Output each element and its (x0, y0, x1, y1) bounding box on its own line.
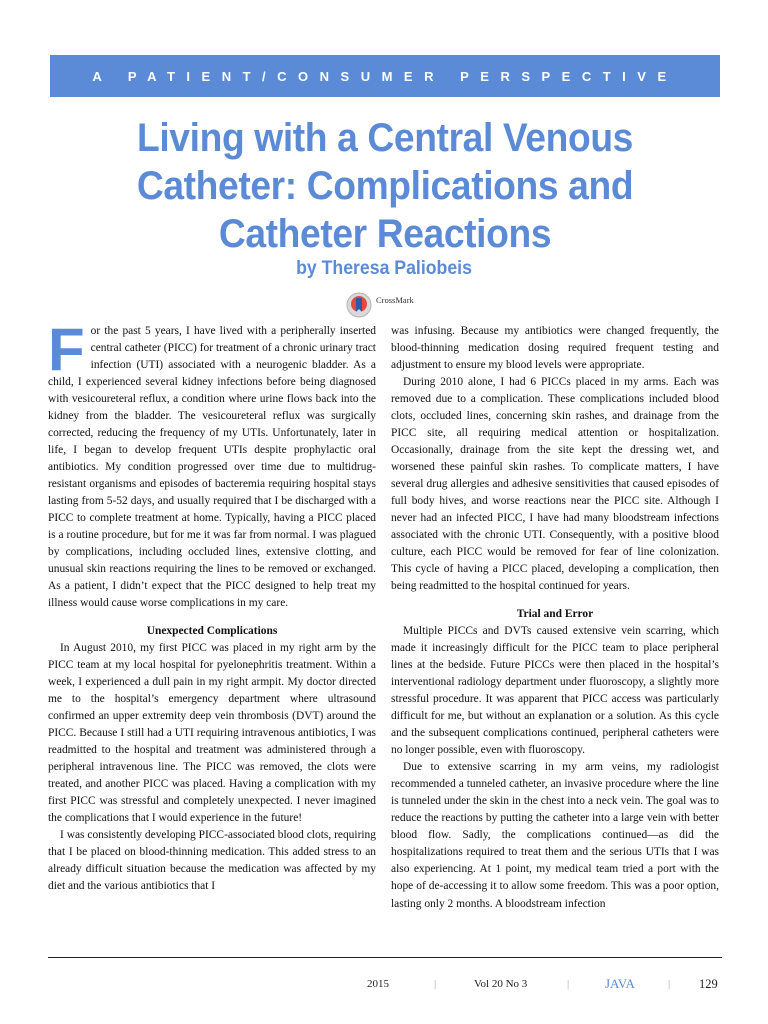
section-heading: Trial and Error (516, 608, 594, 621)
section-banner-text: A PATIENT/CONSUMER PERSPECTIVE (92, 68, 678, 84)
footer-separator: | (567, 978, 570, 990)
drop-cap: F (48, 316, 85, 383)
footer-rule (48, 957, 722, 958)
article-column-left (48, 316, 376, 896)
footer-separator: | (668, 978, 671, 990)
footer-volume: Vol 20 No 3 (474, 978, 528, 990)
page-footer (0, 978, 768, 994)
body-paragraph: Multiple PICCs and DVTs caused extensive vein scarring, which made it increasingly difficult for the PICC team to place peripheral lines at the bedside. Future PICCs were then placed in the hospital’s interventional radiology department under fluoroscopy, a slightly more stressful procedure. It was apparent that PICC access was particularly difficult for me, but without an explanation or a solution. As this cycle and the subsequent complications continued, peripheral catheters were no longer possible, even with fluoroscopy. (391, 625, 719, 757)
intro-paragraph (48, 316, 376, 612)
footer-page-number: 129 (699, 977, 718, 991)
article-author: by Theresa Paliobeis (296, 258, 472, 279)
body-paragraph: Due to extensive scarring in my arm veins, my radiologist recommended a tunneled catheter, an invasive procedure where the line is tunneled under the skin in the chest into a neck vein. The goal was to reduce the reactions by putting the catheter into a large vein with better blood flow. Sadly, the complications continued—as did the hospitalizations required to treat them and the serious UTIs that I was also experiencing. At 1 point, my medical team tried a port with the hope of de-accessing it to allow some freedom. This was a poor option, lasting only 2 months. A bloodstream infection (391, 761, 719, 910)
article-title (64, 114, 706, 258)
title-line: Living with a Central Venous (136, 116, 634, 160)
footer-year: 2015 (367, 978, 389, 990)
intro-text: or the past 5 years, I have lived with a peripherally inserted central catheter (PICC) for treatment of a chronic urinary tract infection (UTI) associated with a neurogenic bladder. As a child, I experienced several kidney infections before being diagnosed with vesicoureteral reflux, a condition where urine flows back into the kidney from the bladder. The vesicoureteral reflux was surgically corrected, reducing the frequency of my UTIs. Unfortunately, later in life, I began to develop frequent UTIs despite prophylactic oral antibiotics. My condition progressed over time due to multidrug-resistant organisms and episodes of bacteremia requiring hospital stays lasting from 5-52 days, and usually required that I be discharged with a PICC to complete treatment at home. Typically, having a PICC placed is a routine procedure, but for me it was far from normal. I was plagued by complications, including occluded lines, extensive clotting, and unusual skin reactions requiring the lines to be removed or exchanged. As a patient, I didn’t expect that the PICC designed to help treat my illness would cause worse complications in my care. (48, 325, 376, 610)
crossmark-badge[interactable] (346, 292, 414, 318)
crossmark-label: CrossMark (376, 295, 414, 305)
footer-separator: | (434, 978, 437, 990)
body-paragraph: In August 2010, my first PICC was placed in my right arm by the PICC team at my local hospital for pyelonephritis treatment. Within a week, I experienced a dull pain in my right armpit. My doctor directed me to the hospital’s emergency department where ultrasound confirmed an upper extremity deep vein thrombosis (DVT) around the PICC. Because I still had a UTI requiring intravenous antibiotics, I was readmitted to the hospital and treatment was administered through a peripheral intravenous line. The PICC was removed, the clots were treated, and another PICC was placed. Having a complication with my first PICC was stressful and completely unexpected. I never imagined the complications that I would experience in the future! (48, 642, 376, 825)
body-paragraph: During 2010 alone, I had 6 PICCs placed in my arms. Each was removed due to a complication. These complications included blood clots, occluded lines, concerning skin rashes, and drainage from the PICC site, all requiring medical attention or hospitalization. Occasionally, drainage from the site kept the dressing wet, and worsened these painful skin rashes. To complicate matters, I have several drug allergies and adhesive sensitivities that caused episodes of full body hives, and worse reactions near the PICC site. Although I never had an infected PICC, I have had many bloodstream infections associated with the chronic UTI. Consequently, with a positive blood culture, each PICC would be removed for fear of line colonization. This cycle of having a PICC placed, developing a complication, then being readmitted to the hospital continued for years. (391, 376, 719, 593)
section-banner (50, 55, 720, 97)
footer-journal: JAVA (605, 976, 635, 991)
article-column-right (391, 323, 719, 913)
body-paragraph-continued: was infusing. Because my antibiotics were changed frequently, the blood-thinning medication dosing required frequent testing and adjustment to ensure my blood levels were appropriate. (391, 325, 719, 372)
title-line: Catheter Reactions (218, 212, 552, 256)
section-heading: Unexpected Complications (146, 625, 278, 638)
title-line: Catheter: Complications and (136, 164, 634, 208)
crossmark-icon (346, 292, 372, 318)
body-paragraph: I was consistently developing PICC-associated blood clots, requiring that I be placed on blood-thinning medication. This added stress to an already difficult situation because the medication was affected by my diet and the various antibiotics that I (48, 829, 376, 893)
